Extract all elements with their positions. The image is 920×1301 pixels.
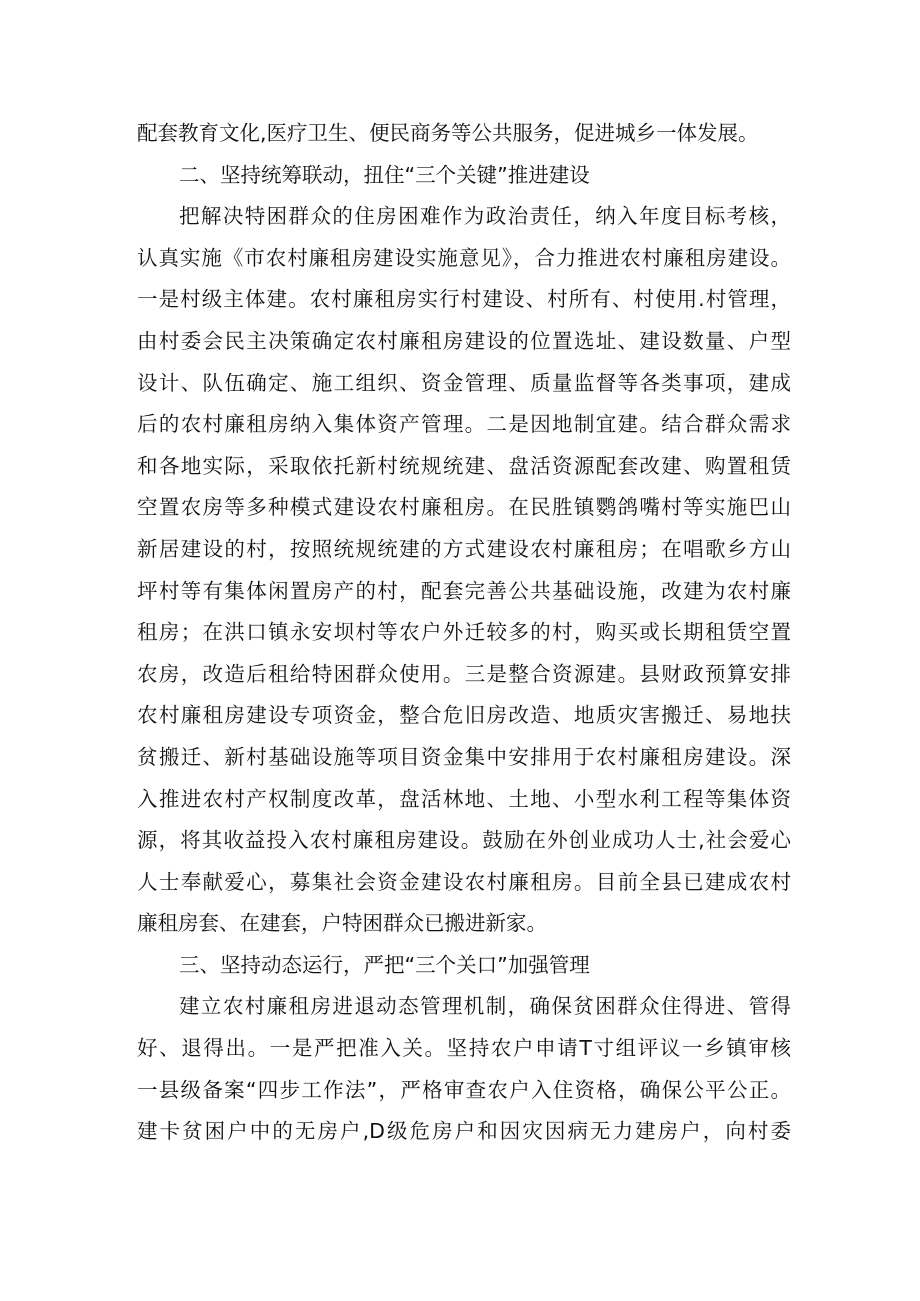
text-line: 农房，改造后租给特困群众使用。三是整合资源建。县财政预算安排 bbox=[137, 661, 791, 686]
section-heading-3: 三、坚持动态运行，严把“三个关口”加强管理 bbox=[179, 952, 590, 977]
text-line: 建卡贫困户中的无房户,D级危房户和因灾因病无力建房户，向村委 bbox=[137, 1119, 791, 1144]
text-line: 设计、队伍确定、施工组织、资金管理、质量监督等各类事项，建成 bbox=[137, 370, 791, 395]
text-line: 租房；在洪口镇永安坝村等农户外迁较多的村，购买或长期租赁空置 bbox=[137, 620, 791, 645]
text-line: 空置农房等多种模式建设农村廉租房。在民胜镇鹦鸽嘴村等实施巴山 bbox=[137, 495, 791, 520]
text-line: 好、退得出。一是严把准入关。坚持农户申请T寸组评议一乡镇审核 bbox=[137, 1036, 791, 1061]
section-heading-2: 二、坚持统筹联动，扭住“三个关键”推进建设 bbox=[179, 162, 590, 187]
text-line: 后的农村廉租房纳入集体资产管理。二是因地制宜建。结合群众需求 bbox=[137, 412, 791, 437]
text-line: 建立农村廉租房进退动态管理机制，确保贫困群众住得进、管得 bbox=[179, 994, 791, 1019]
body-text bbox=[137, 113, 791, 1153]
text-line: 农村廉租房建设专项资金，整合危旧房改造、地质灾害搬迁、易地扶 bbox=[137, 703, 791, 728]
text-line: 一县级备案“四步工作法”，严格审查农户入住资格，确保公平公正。 bbox=[137, 1077, 791, 1102]
text-line: 入推进农村产权制度改革，盘活林地、土地、小型水利工程等集体资 bbox=[137, 786, 791, 811]
text-line: 认真实施《市农村廉租房建设实施意见》，合力推进农村廉租房建设。 bbox=[137, 245, 791, 270]
text-line: 新居建设的村，按照统规统建的方式建设农村廉租房；在唱歌乡方山 bbox=[137, 536, 791, 561]
text-line: 源，将其收益投入农村廉租房建设。鼓励在外创业成功人士,社会爱心 bbox=[137, 828, 791, 853]
text-line: 由村委会民主决策确定农村廉租房建设的位置选址、建设数量、户型 bbox=[137, 328, 791, 353]
text-line: 坪村等有集体闲置房产的村，配套完善公共基础设施，改建为农村廉 bbox=[137, 578, 791, 603]
text-line: 贫搬迁、新村基础设施等项目资金集中安排用于农村廉租房建设。深 bbox=[137, 744, 791, 769]
text-line: 把解决特困群众的住房困难作为政治责任，纳入年度目标考核， bbox=[179, 204, 791, 229]
text-line: 人士奉献爱心，募集社会资金建设农村廉租房。目前全县已建成农村 bbox=[137, 869, 791, 894]
text-line: 和各地实际，采取依托新村统规统建、盘活资源配套改建、购置租赁 bbox=[137, 453, 791, 478]
text-line: 一是村级主体建。农村廉租房实行村建设、村所有、村使用.村管理， bbox=[137, 287, 791, 312]
text-line: 配套教育文化,医疗卫生、便民商务等公共服务，促进城乡一体发展。 bbox=[137, 121, 759, 145]
text-line: 廉租房套、在建套，户特困群众已搬进新家。 bbox=[137, 911, 547, 936]
